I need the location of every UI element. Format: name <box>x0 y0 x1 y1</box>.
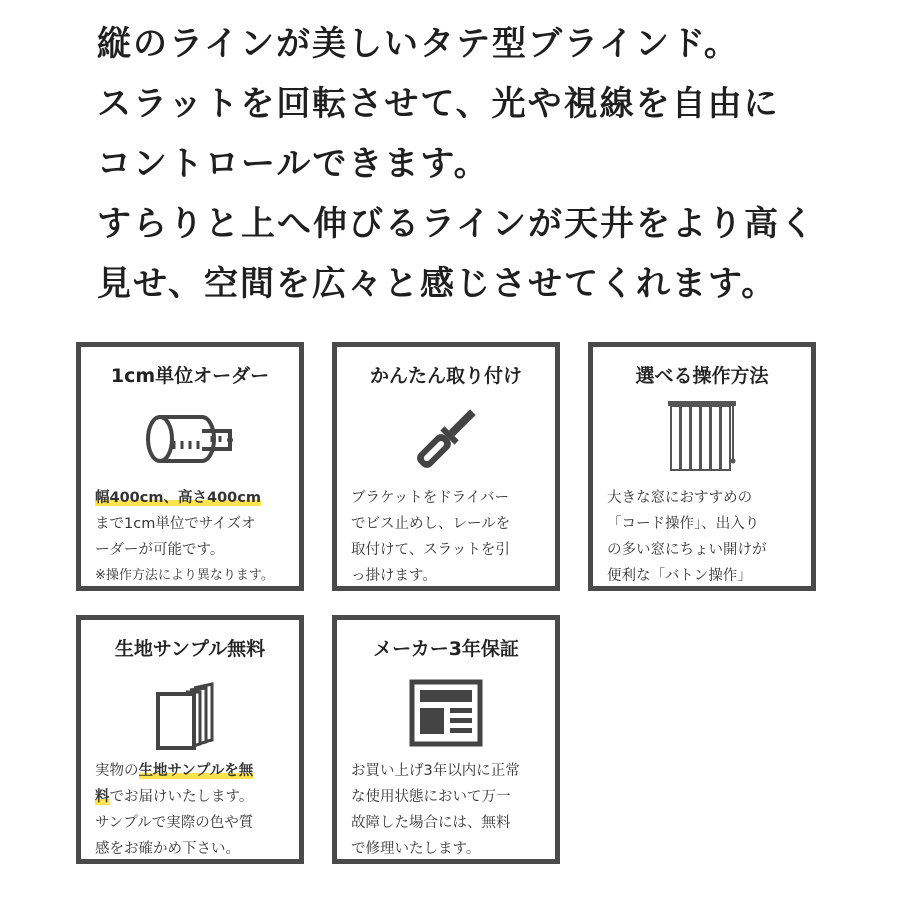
body-text: の多い窓にちょい開けが <box>607 542 767 558</box>
highlighted-text: 400 <box>109 490 140 506</box>
feature-body-line <box>351 784 549 810</box>
highlighted-text: 400 <box>207 490 238 506</box>
body-text: でビス止めし、レールを <box>351 516 511 532</box>
feature-title: かんたん取り付け <box>369 365 522 387</box>
feature-title: メーカー3年保証 <box>373 638 519 660</box>
screwdriver-icon <box>406 399 486 483</box>
feature-body <box>607 485 805 589</box>
feature-card-operation <box>588 342 816 591</box>
feature-card-warranty <box>332 615 560 864</box>
feature-title: 生地サンプル無料 <box>114 638 266 660</box>
body-text: お買い上げ3年以内に正常 <box>351 763 520 779</box>
feature-body-line <box>95 758 293 784</box>
feature-body-line <box>607 537 805 563</box>
tape-measure-icon <box>140 409 240 473</box>
feature-body-line <box>95 810 293 836</box>
feature-body-line <box>351 485 549 511</box>
feature-body-line <box>351 758 549 784</box>
intro-line: コントロールできます。 <box>97 144 490 184</box>
feature-body <box>95 758 293 862</box>
feature-card-install <box>332 342 560 591</box>
feature-body-line <box>351 537 549 563</box>
feature-card-order <box>76 342 304 591</box>
highlighted-text: cm <box>237 490 261 506</box>
feature-body <box>95 485 293 589</box>
feature-body-line <box>351 511 549 537</box>
body-text: まで1cm単位でサイズオ <box>95 516 256 532</box>
feature-body-line <box>95 485 293 511</box>
body-text: 感をお確かめ下さい。 <box>95 841 240 857</box>
highlighted-text: 料 <box>95 789 110 805</box>
body-text: で修理いたします。 <box>351 841 481 857</box>
body-text: ーダーが可能です。 <box>95 542 225 558</box>
body-text: 「コード操作」、出入り <box>607 516 760 532</box>
intro-line: スラットを回転させて、光や視線を自由に <box>97 84 780 124</box>
intro-line: 見せ、空間を広々と感じさせてくれます。 <box>97 264 778 304</box>
body-text: っ掛けます。 <box>351 568 437 584</box>
feature-body <box>351 758 549 862</box>
highlighted-text: 生地サンプルを無 <box>138 763 254 779</box>
feature-body-line <box>95 537 293 563</box>
feature-note: ※操作方法により異なります。 <box>95 568 274 583</box>
feature-body-line <box>607 511 805 537</box>
body-text: サンプルで実際の色や質 <box>95 815 254 831</box>
feature-body <box>351 485 549 589</box>
warranty-document-icon <box>406 678 486 752</box>
feature-body-line <box>351 836 549 862</box>
body-text: ブラケットをドライバー <box>351 490 510 506</box>
feature-body-line <box>351 810 549 836</box>
body-text: 故障した場合には、無料 <box>351 815 511 831</box>
feature-body-line <box>95 784 293 810</box>
body-text: 実物の <box>95 763 139 779</box>
vertical-blind-icon <box>666 399 738 481</box>
intro-line: 縦のラインが美しいタテ型ブラインド。 <box>97 24 740 64</box>
body-text: 便利な「バトン操作」 <box>607 568 752 584</box>
feature-body-line <box>351 563 549 589</box>
feature-body-line <box>95 511 293 537</box>
body-text: 取付けて、スラットを引 <box>351 542 510 558</box>
highlighted-text: cm、高さ <box>139 490 207 506</box>
intro-line: すらりと上へ伸びるラインが天井をより高く <box>97 204 816 244</box>
feature-body-line <box>95 836 293 862</box>
body-text: な使用状態において万一 <box>351 789 511 805</box>
feature-body-line <box>607 485 805 511</box>
body-text: でお届けいたします。 <box>109 789 254 805</box>
feature-title: 1cm単位オーダー <box>110 365 270 387</box>
intro-text <box>97 14 877 314</box>
body-text: 大きな窓におすすめの <box>607 490 753 506</box>
fabric-sample-icon <box>150 680 230 756</box>
feature-card-sample <box>76 615 304 864</box>
feature-title: 選べる操作方法 <box>635 365 769 387</box>
highlighted-text: 幅 <box>95 490 110 506</box>
feature-body-line <box>607 563 805 589</box>
